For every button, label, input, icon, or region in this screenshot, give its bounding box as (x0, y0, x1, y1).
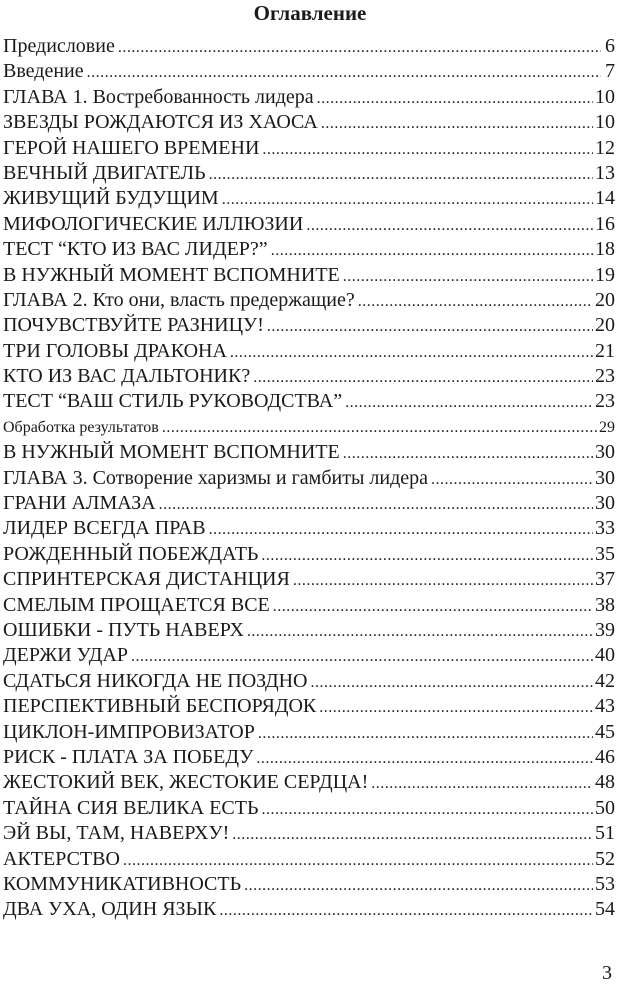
toc-dot-leader (222, 187, 593, 211)
toc-entry (3, 389, 615, 414)
toc-entry-title: ОШИБКИ - ПУТЬ НАВЕРХ (3, 618, 244, 641)
toc-entry (3, 593, 615, 618)
toc-entry (3, 288, 615, 313)
toc-entry-page: 10 (595, 85, 615, 108)
toc-entry (3, 466, 615, 491)
toc-dot-leader (371, 771, 593, 795)
toc-dot-leader (230, 340, 593, 364)
toc-entry-page: 23 (595, 390, 615, 413)
toc-entry-title: ДВА УХА, ОДИН ЯЗЫК (3, 898, 217, 921)
toc-dot-leader (209, 517, 593, 541)
toc-entry-title: СДАТЬСЯ НИКОГДА НЕ ПОЗДНО (3, 669, 308, 692)
toc-entry-title: СМЕЛЫМ ПРОЩАЕТСЯ ВСЕ (3, 593, 270, 616)
toc-dot-leader (267, 314, 593, 338)
toc-entry (3, 694, 615, 719)
toc-entry (3, 770, 615, 795)
toc-entry (3, 136, 615, 161)
toc-entry-page: 12 (595, 136, 615, 159)
toc-entry-title: ПЕРСПЕКТИВНЫЙ БЕСПОРЯДОК (3, 695, 317, 718)
toc-entry-title: ГЛАВА 2. Кто они, власть предержащие? (3, 288, 355, 311)
table-of-contents (3, 34, 615, 923)
toc-dot-leader (306, 213, 593, 237)
toc-entry-page: 18 (595, 238, 615, 261)
toc-entry (3, 720, 615, 745)
toc-dot-leader (118, 35, 601, 59)
toc-entry-page: 33 (595, 517, 615, 540)
toc-entry (3, 491, 615, 516)
toc-entry (3, 669, 615, 694)
toc-entry (3, 897, 615, 922)
toc-entry-page: 52 (595, 847, 615, 870)
toc-entry-page: 45 (595, 720, 615, 743)
toc-dot-leader (209, 162, 593, 186)
toc-entry (3, 643, 615, 668)
toc-entry (3, 110, 615, 135)
toc-entry (3, 618, 615, 643)
toc-entry-title: ТРИ ГОЛОВЫ ДРАКОНА (3, 339, 227, 362)
toc-entry (3, 364, 615, 389)
toc-entry-title: Обработка результатов (3, 418, 159, 436)
toc-entry-page: 37 (595, 568, 615, 591)
toc-entry (3, 85, 615, 110)
toc-entry-page: 43 (595, 695, 615, 718)
toc-dot-leader (343, 441, 593, 465)
toc-entry-page: 20 (595, 314, 615, 337)
toc-entry-title: ТЕСТ “ВАШ СТИЛЬ РУКОВОДСТВА” (3, 390, 343, 413)
toc-dot-leader (321, 111, 593, 135)
toc-entry-title: ТАЙНА СИЯ ВЕЛИКА ЕСТЬ (3, 796, 259, 819)
page-number: 3 (602, 962, 612, 984)
toc-dot-leader (317, 86, 593, 110)
toc-entry-page: 6 (605, 35, 615, 57)
toc-entry-page: 48 (595, 771, 615, 794)
toc-dot-leader (253, 365, 593, 389)
toc-dot-leader (162, 415, 597, 440)
toc-entry-title: ЛИДЕР ВСЕГДА ПРАВ (3, 517, 206, 540)
toc-entry-title: ДЕРЖИ УДАР (3, 644, 128, 667)
toc-entry-page: 46 (595, 745, 615, 768)
toc-dot-leader (262, 137, 593, 161)
toc-entry-page: 50 (595, 796, 615, 819)
toc-dot-leader (159, 492, 593, 516)
toc-entry (3, 415, 615, 440)
toc-dot-leader (431, 467, 593, 491)
toc-entry (3, 745, 615, 770)
toc-entry (3, 237, 615, 262)
toc-dot-leader (293, 568, 593, 592)
toc-entry-page: 21 (595, 339, 615, 362)
toc-dot-leader (343, 264, 593, 288)
toc-dot-leader (131, 644, 593, 668)
toc-entry-title: ЭЙ ВЫ, ТАМ, НАВЕРХУ! (3, 822, 230, 845)
toc-entry-page: 53 (595, 872, 615, 895)
toc-entry-title: ТЕСТ “КТО ИЗ ВАС ЛИДЕР?” (3, 238, 268, 261)
toc-entry (3, 796, 615, 821)
toc-entry-title: ВЕЧНЫЙ ДВИГАТЕЛЬ (3, 161, 206, 184)
toc-entry-page: 7 (605, 60, 615, 83)
toc-entry-page: 20 (595, 288, 615, 311)
toc-entry-title: ЖИВУЩИЙ БУДУЩИМ (3, 187, 219, 210)
toc-dot-leader (358, 289, 593, 313)
toc-entry (3, 339, 615, 364)
toc-entry-title: Введение (3, 60, 84, 83)
toc-entry (3, 313, 615, 338)
toc-entry-page: 38 (595, 593, 615, 616)
toc-entry-title: ГЛАВА 1. Востребованность лидера (3, 85, 314, 108)
toc-dot-leader (87, 60, 601, 84)
toc-dot-leader (311, 670, 594, 694)
toc-dot-leader (258, 721, 593, 745)
toc-entry-title: СПРИНТЕРСКАЯ ДИСТАНЦИЯ (3, 568, 290, 591)
toc-entry-title: В НУЖНЫЙ МОМЕНТ ВСПОМНИТЕ (3, 441, 340, 464)
toc-entry (3, 34, 615, 59)
toc-entry (3, 847, 615, 872)
toc-entry-title: АКТЕРСТВО (3, 847, 120, 870)
toc-entry-title: В НУЖНЫЙ МОМЕНТ ВСПОМНИТЕ (3, 263, 340, 286)
toc-entry-page: 35 (595, 542, 615, 565)
toc-dot-leader (123, 848, 593, 872)
toc-entry-page: 10 (595, 111, 615, 134)
toc-entry (3, 821, 615, 846)
toc-entry (3, 263, 615, 288)
toc-entry (3, 59, 615, 84)
toc-entry-page: 39 (595, 618, 615, 641)
toc-entry-title: ГЕРОЙ НАШЕГО ВРЕМЕНИ (3, 136, 260, 159)
toc-entry-page: 16 (595, 212, 615, 235)
toc-dot-leader (271, 238, 593, 262)
toc-entry-page: 13 (595, 161, 615, 184)
toc-entry-title: РОЖДЕННЫЙ ПОБЕЖДАТЬ (3, 542, 259, 565)
toc-entry-title: ПОЧУВСТВУЙТЕ РАЗНИЦУ! (3, 314, 264, 337)
toc-entry-title: МИФОЛОГИЧЕСКИЕ ИЛЛЮЗИИ (3, 212, 304, 235)
toc-dot-leader (345, 390, 593, 414)
toc-dot-leader (261, 543, 593, 567)
toc-entry (3, 161, 615, 186)
toc-entry (3, 872, 615, 897)
toc-entry-title: Предисловие (3, 35, 115, 57)
toc-entry-page: 14 (595, 187, 615, 210)
toc-entry-title: ГЛАВА 3. Сотворение харизмы и гамбиты лидера (3, 466, 429, 489)
toc-entry-page: 54 (595, 898, 615, 921)
toc-entry-page: 30 (595, 466, 615, 489)
toc-entry (3, 516, 615, 541)
toc-entry (3, 212, 615, 237)
toc-entry-page: 23 (595, 365, 615, 388)
toc-entry-title: ЗВЕЗДЫ РОЖДАЮТСЯ ИЗ ХАОСА (3, 111, 318, 134)
toc-entry (3, 186, 615, 211)
toc-entry-title: ЖЕСТОКИЙ ВЕК, ЖЕСТОКИЕ СЕРДЦА! (3, 771, 369, 794)
toc-entry-title: ГРАНИ АЛМАЗА (3, 492, 156, 515)
toc-entry-title: ЦИКЛОН-ИМПРОВИЗАТОР (3, 720, 255, 743)
page-title: Оглавление (253, 1, 367, 25)
toc-dot-leader (232, 822, 593, 846)
toc-dot-leader (273, 594, 593, 618)
toc-entry-page: 51 (595, 822, 615, 845)
toc-dot-leader (219, 898, 593, 922)
toc-dot-leader (319, 695, 593, 719)
toc-entry-title: КОММУНИКАТИВНОСТЬ (3, 872, 242, 895)
toc-dot-leader (256, 746, 593, 770)
toc-entry-page: 40 (595, 644, 615, 667)
toc-dot-leader (261, 797, 593, 821)
toc-entry-title: КТО ИЗ ВАС ДАЛЬТОНИК? (3, 365, 251, 388)
toc-entry-page: 19 (595, 263, 615, 286)
toc-entry (3, 440, 615, 465)
toc-entry (3, 542, 615, 567)
toc-dot-leader (247, 619, 593, 643)
toc-entry-page: 30 (595, 492, 615, 515)
toc-entry (3, 567, 615, 592)
toc-entry-title: РИСК - ПЛАТА ЗА ПОБЕДУ (3, 745, 254, 768)
toc-entry-page: 30 (595, 441, 615, 464)
toc-dot-leader (244, 873, 593, 897)
toc-entry-page: 29 (599, 418, 615, 436)
toc-entry-page: 42 (595, 669, 615, 692)
